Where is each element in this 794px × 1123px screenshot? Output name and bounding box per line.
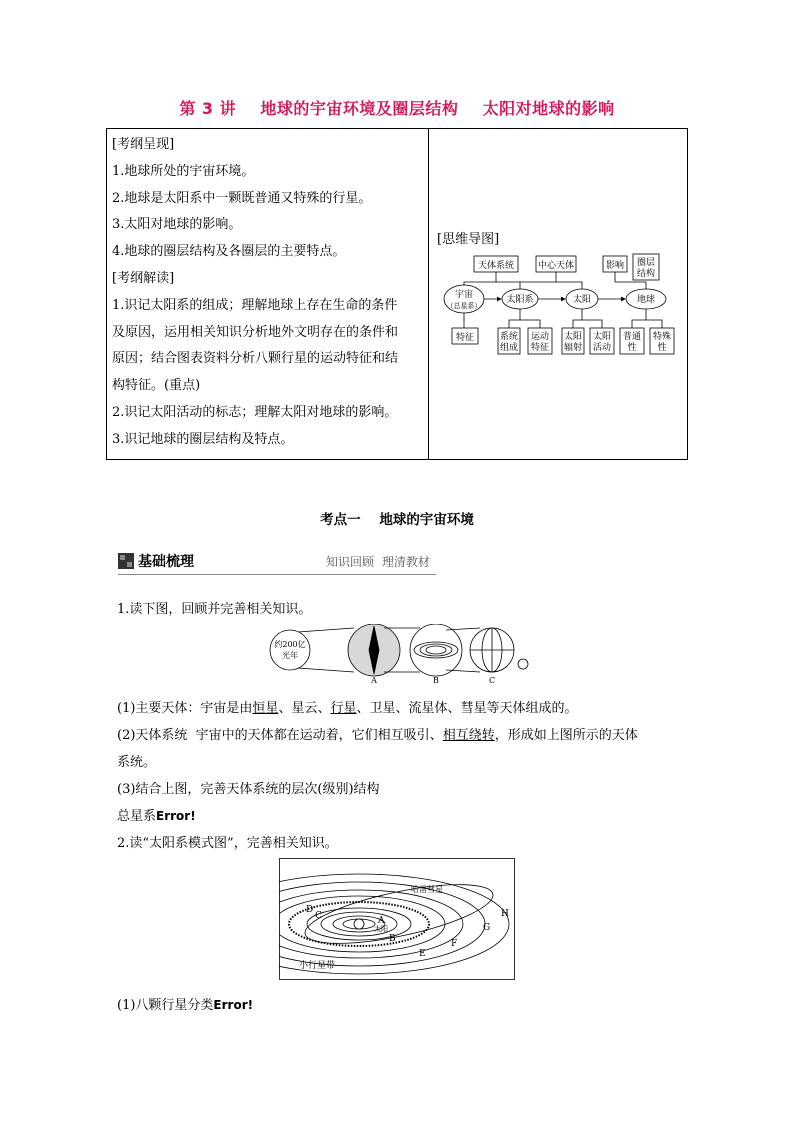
mm-node-teshu-1: 特殊 xyxy=(652,332,672,342)
mm-connector xyxy=(556,272,582,289)
mm-node-quanceng-1: 圈层 xyxy=(636,258,656,268)
para-1 xyxy=(117,697,577,716)
band-rule xyxy=(118,574,436,575)
mm-node-yingxiang: 影响 xyxy=(605,261,625,271)
outline-line: 4.地球的圈层结构及各圈层的主要特点。 xyxy=(112,244,346,260)
solar-system-circle xyxy=(410,624,462,676)
error-text: Error! xyxy=(156,809,196,823)
mm-node-diqiu: 地球 xyxy=(636,295,656,305)
para-2-cont: 系统。 xyxy=(117,755,157,770)
mindmap-label: [思维导图] xyxy=(437,232,500,247)
solar-system-figure xyxy=(279,858,515,980)
mm-node-yuzhou-1: 宇宙 xyxy=(454,290,474,300)
outline-line: 构特征。(重点) xyxy=(112,378,201,394)
band-title: 基础梳理 xyxy=(138,554,194,570)
sun-icon xyxy=(354,919,364,929)
mm-connector xyxy=(646,320,662,328)
mm-connector xyxy=(632,309,646,328)
planet-d: D xyxy=(306,905,314,915)
error-text: Error! xyxy=(213,998,254,1012)
comet-label: 哈雷彗星 xyxy=(411,885,443,894)
outline-line: 1.地球所处的宇宙环境。 xyxy=(112,163,255,179)
orbit-e xyxy=(279,896,445,952)
mm-node-fushe-2: 辐射 xyxy=(563,343,583,353)
mm-node-putong-2: 性 xyxy=(627,343,637,353)
label-ly: 光年 xyxy=(282,651,298,660)
mm-connector xyxy=(464,272,496,285)
section-title: 考点一 地球的宇宙环境 xyxy=(320,512,474,528)
planet-f: F xyxy=(451,939,458,949)
text: (1)八颗行星分类 xyxy=(117,998,214,1013)
universe-circle xyxy=(270,630,310,670)
orbit-a xyxy=(343,919,375,929)
zoom-line xyxy=(298,668,354,672)
text: (1)主要天体：宇宙是由 xyxy=(117,701,253,716)
mm-connector xyxy=(509,309,520,328)
outline-line: 2.识记太阳活动的标志；理解太阳对地球的影响。 xyxy=(112,404,398,420)
outline-line: 1.识记太阳系的组成；理解地球上存在生命的条件 xyxy=(112,297,398,313)
mm-node-taiyangxi: 太阳系 xyxy=(506,295,534,305)
mm-node-yundong-1: 运动 xyxy=(530,332,550,342)
mm-connector xyxy=(582,320,602,328)
universe-levels-figure xyxy=(268,624,530,684)
band-subtitle: 知识回顾 理清教材 xyxy=(326,555,430,569)
label-b: B xyxy=(433,676,439,684)
mm-node-huodong-1: 太阳 xyxy=(592,332,612,342)
planet-c: C xyxy=(315,911,322,921)
planet-e: E xyxy=(419,949,426,959)
answer-underlined: 行星 xyxy=(330,701,357,716)
label-a: A xyxy=(371,676,377,684)
label-200: 约200亿 xyxy=(274,640,306,649)
label-c: C xyxy=(488,676,496,684)
mm-node-tezheng: 特征 xyxy=(455,333,475,343)
planet-h: H xyxy=(501,909,509,919)
mm-node-fushe-1: 太阳 xyxy=(563,332,583,342)
mm-node-zhongxin: 中心天体 xyxy=(537,261,575,271)
mindmap-diagram xyxy=(440,250,680,358)
answer-underlined: 相互绕转 xyxy=(442,728,495,743)
outline-line: 3.识记地球的圈层结构及特点。 xyxy=(112,431,294,447)
text: (2)天体系统 宇宙中的天体都在运动着，它们相互吸引、 xyxy=(117,728,443,743)
mm-node-putong-1: 普通 xyxy=(622,332,642,342)
para-2 xyxy=(117,724,638,743)
outline-text xyxy=(112,132,424,454)
outline-line: [考纲解读] xyxy=(112,270,175,286)
mm-node-xitong-1: 系统 xyxy=(499,332,519,342)
outline-line: 3.太阳对地球的影响。 xyxy=(112,217,242,233)
mm-connector xyxy=(520,320,540,328)
para-4 xyxy=(117,805,196,824)
planet-g: G xyxy=(483,923,491,933)
outline-line: 2.地球是太阳系中一颗既普通又特殊的行星。 xyxy=(112,190,372,206)
question-1: 1.读下图，回顾并完善相关知识。 xyxy=(117,602,312,617)
mm-connector xyxy=(573,309,582,328)
sun-label: 太阳 xyxy=(374,925,388,933)
text: 总星系 xyxy=(117,809,157,824)
zoom-line xyxy=(298,628,354,632)
question-2: 2.读“太阳系模式图”，完善相关知识。 xyxy=(117,836,338,851)
outline-line: 原因；结合图表资料分析八颗行星的运动特征和结 xyxy=(112,351,399,367)
mm-node-yuzhou-2: （总星系） xyxy=(446,302,482,310)
asteroid-label: 小行星带 xyxy=(299,961,336,971)
mm-node-quanceng-2: 结构 xyxy=(636,269,656,279)
mm-node-teshu-2: 性 xyxy=(657,343,667,353)
outline-line: 及原因，运用相关知识分析地外文明存在的条件和 xyxy=(112,324,399,340)
question-2-1 xyxy=(117,994,253,1013)
mm-node-yundong-2: 特征 xyxy=(530,343,550,353)
outline-line: [考纲呈现] xyxy=(112,137,175,152)
orbit xyxy=(414,642,458,658)
text: 、星云、 xyxy=(278,701,331,716)
mm-node-huodong-2: 活动 xyxy=(592,343,612,353)
text: 、卫星、流星体、彗星等天体组成的。 xyxy=(356,701,578,716)
planet-b: B xyxy=(389,934,396,944)
mm-node-xitong-2: 组成 xyxy=(499,343,519,353)
grid-icon xyxy=(118,553,134,569)
para-3: (3)结合上图，完善天体系统的层次(级别)结构 xyxy=(117,782,380,797)
mm-node-tianti-xitong: 天体系统 xyxy=(477,261,515,271)
answer-underlined: 恒星 xyxy=(252,701,279,716)
page-title: 第 3 讲 地球的宇宙环境及圈层结构 太阳对地球的影响 xyxy=(179,99,615,118)
mm-node-taiyang: 太阳 xyxy=(572,295,592,305)
orbit-h xyxy=(279,874,509,974)
table-divider xyxy=(428,128,429,460)
orbit xyxy=(426,646,446,654)
text: ，形成如上图所示的天体 xyxy=(494,728,638,743)
planet-a: A xyxy=(378,916,385,926)
moon xyxy=(518,659,528,669)
